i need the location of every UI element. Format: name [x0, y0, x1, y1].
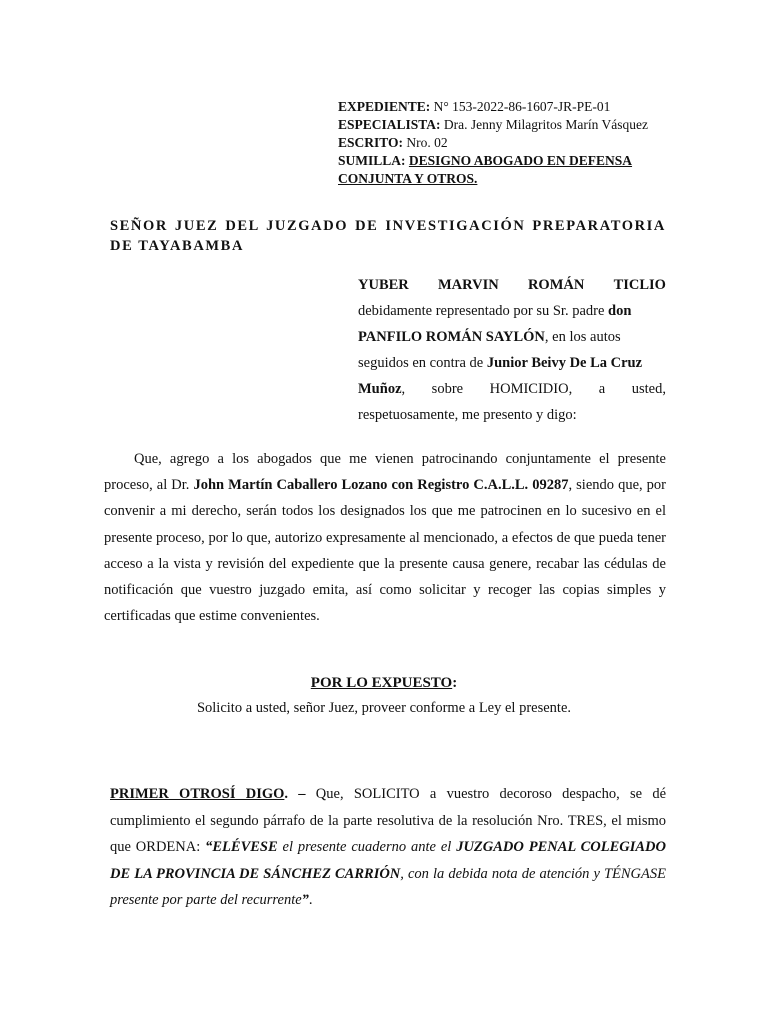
- sumilla-label: SUMILLA:: [338, 153, 406, 168]
- name-word: ROMÁN: [527, 277, 585, 293]
- quote-text: el presente cuaderno ante el: [277, 839, 457, 855]
- party-comma: ,: [401, 381, 406, 397]
- otrosi-dash: . –: [284, 786, 306, 802]
- party-text: , en los autos: [544, 329, 621, 345]
- otrosi-title: PRIMER OTROSÍ DIGO: [110, 786, 285, 802]
- paragraph-text: Que, agrego a los abogados que me vienen patrocinando conjuntamente el presente proceso, al Dr.: [104, 451, 666, 494]
- especialista-row: [338, 116, 668, 134]
- party-text: seguidos en contra de: [358, 355, 487, 371]
- expediente-value: N° 153-2022-86-1607-JR-PE-01: [430, 99, 611, 114]
- name-word: YUBER: [358, 277, 409, 293]
- otrosi-paragraph: [110, 781, 666, 914]
- sumilla-line2: CONJUNTA Y OTROS.: [338, 171, 478, 186]
- party-line-5: [358, 376, 666, 402]
- sumilla-row: [338, 152, 668, 170]
- paragraph-text: , siendo que, por convenir a mi derecho, serán todos los designados los que me patrocinen en lo sucesivo en el presente proceso, por lo que, autorizo expresamente al mencionado, a efectos de que pueda tener acceso a la vista y revisión del expediente que la presente causa genere, recabar las cédulas de notificación que vuestro juzgado emita, así como solicitar y recoger las copias simples y certificadas que estime convenientes.: [104, 477, 667, 625]
- quote-close: ”: [301, 892, 309, 908]
- expuesto-request: Solicito a usted, señor Juez, proveer conforme a Ley el presente.: [196, 700, 572, 716]
- addressee: SEÑOR JUEZ DEL JUZGADO DE INVESTIGACIÓN PREPARATORIA DE TAYABAMBA: [110, 218, 666, 254]
- party-line-4: [358, 350, 666, 376]
- party-bold: PANFILO ROMÁN SAYLÓN: [358, 329, 545, 345]
- sumilla-line1: DESIGNO ABOGADO EN DEFENSA: [408, 153, 633, 168]
- party-bold: Junior Beivy De La Cruz: [486, 355, 643, 371]
- sumilla-row-2: [338, 170, 668, 188]
- party-line-2: [358, 298, 666, 324]
- party-line-3: [358, 324, 666, 350]
- expediente-row: [338, 98, 668, 116]
- expuesto-title-text: POR LO EXPUESTO: [310, 675, 453, 691]
- main-paragraph: [104, 446, 666, 629]
- party-line-6: respetuosamente, me presento y digo:: [358, 407, 577, 423]
- expuesto-colon: :: [452, 675, 458, 691]
- party-word: sobre: [431, 381, 464, 397]
- party-name: [358, 272, 666, 298]
- court-name: JUZGADO PENAL COLEGIADO DE LA PROVINCIA DE SÁNCHEZ CARRIÓN: [110, 839, 666, 882]
- name-word: TICLIO: [613, 277, 666, 293]
- party-word: a: [598, 381, 606, 397]
- party-block: [358, 272, 666, 428]
- final-period: .: [308, 892, 313, 908]
- party-word: [358, 376, 405, 402]
- case-header: [338, 98, 668, 188]
- party-word: usted,: [631, 381, 666, 397]
- especialista-value: Dra. Jenny Milagritos Marín Vásquez: [440, 117, 648, 132]
- party-word: HOMICIDIO,: [489, 381, 573, 397]
- expediente-label: EXPEDIENTE:: [338, 99, 431, 114]
- escrito-label: ESCRITO:: [338, 135, 404, 150]
- escrito-value: Nro. 02: [403, 135, 448, 150]
- expuesto-title: [0, 675, 768, 692]
- lawyer-name: John Martín Caballero Lozano con Registro C.A.L.L. 09287: [193, 477, 569, 494]
- party-bold: don: [608, 303, 632, 319]
- especialista-label: ESPECIALISTA:: [338, 117, 441, 132]
- otrosi-text: Que, SOLICITO a vuestro decoroso despacho, se dé cumplimiento el segundo párrafo de la parte resolutiva de la resolución Nro. TRES, el mismo que ORDENA:: [110, 786, 667, 855]
- party-text: debidamente representado por su Sr. padre: [358, 303, 609, 319]
- quote-text: , con la debida nota de atención y TÉNGASE presente por parte del recurrente: [110, 865, 666, 908]
- quote-open: “ELÉVESE: [205, 839, 278, 855]
- escrito-row: [338, 134, 668, 152]
- name-word: MARVIN: [438, 277, 499, 293]
- party-bold: Muñoz: [358, 381, 402, 397]
